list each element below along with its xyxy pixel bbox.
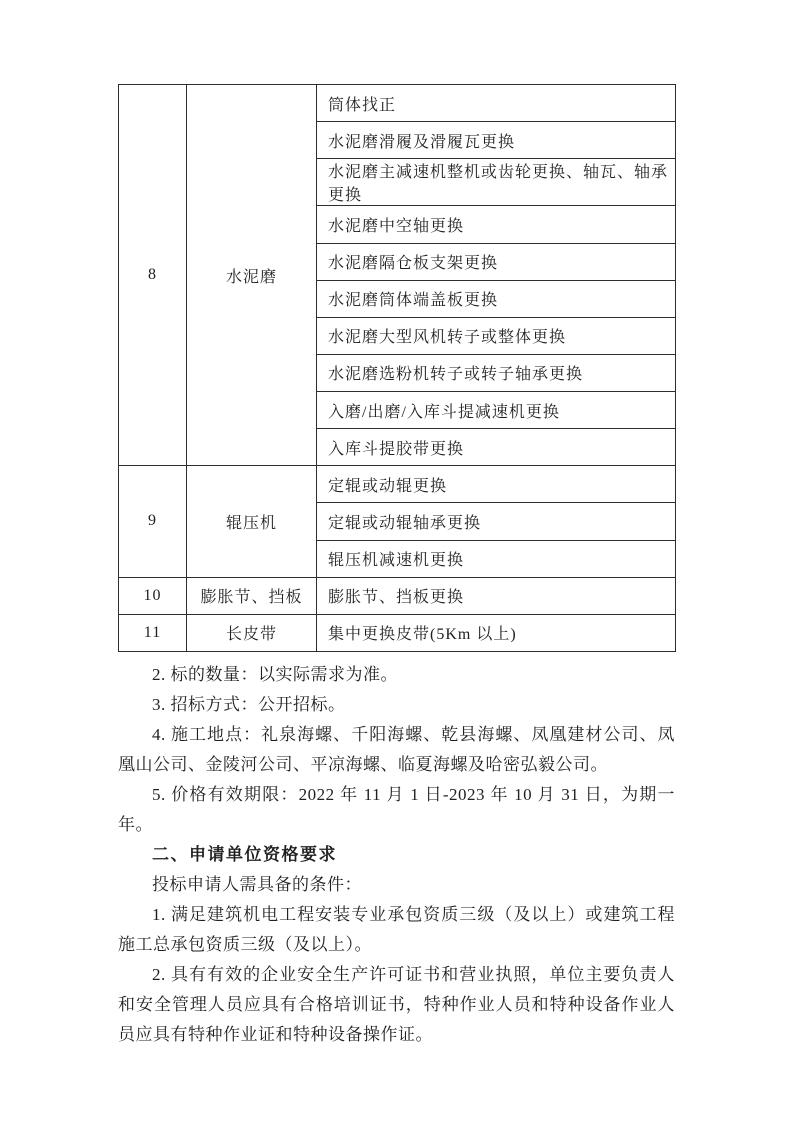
item-cell: 水泥磨筒体端盖板更换 [317, 280, 676, 317]
category-cell: 水泥磨 [187, 85, 317, 466]
item-cell: 辊压机减速机更换 [317, 540, 676, 577]
item-cell: 水泥磨选粉机转子或转子轴承更换 [317, 354, 676, 391]
category-cell: 长皮带 [187, 614, 317, 651]
table-row [119, 466, 676, 503]
item-cell: 水泥磨中空轴更换 [317, 206, 676, 243]
paragraph-construction-sites: 4. 施工地点：礼泉海螺、千阳海螺、乾县海螺、凤凰建材公司、凤凰山公司、金陵河公司、平凉海螺、临夏海螺及哈密弘毅公司。 [118, 725, 675, 774]
row-number-cell: 8 [119, 85, 187, 466]
item-cell: 入磨/出磨/入库斗提减速机更换 [317, 392, 676, 429]
section-heading-applicant-qualifications: 二、申请单位资格要求 [152, 845, 337, 864]
item-cell: 水泥磨大型风机转子或整体更换 [317, 317, 676, 354]
item-cell: 水泥磨隔仓板支架更换 [317, 243, 676, 280]
item-cell: 集中更换皮带(5Km 以上) [317, 614, 676, 651]
category-cell: 膨胀节、挡板 [187, 577, 317, 614]
row-number-cell: 9 [119, 466, 187, 577]
item-cell: 水泥磨滑履及滑履瓦更换 [317, 122, 676, 159]
paragraph-requirement-1: 1. 满足建筑机电工程安装专业承包资质三级（及以上）或建筑工程施工总承包资质三级（及以上）。 [118, 905, 675, 954]
table-row [119, 85, 676, 122]
category-cell: 辊压机 [187, 466, 317, 577]
item-cell: 入库斗提胶带更换 [317, 429, 676, 466]
body-paragraphs [118, 660, 675, 1050]
paragraph-bidding-method: 3. 招标方式：公开招标。 [152, 695, 346, 714]
row-number-cell: 10 [119, 577, 187, 614]
table-row [119, 577, 676, 614]
paragraph-price-validity: 5. 价格有效期限：2022 年 11 月 1 日-2023 年 10 月 31 日，为期一年。 [118, 785, 675, 834]
paragraph-requirement-2: 2. 具有有效的企业安全生产许可证书和营业执照，单位主要负责人和安全管理人员应具有合格培训证书，特种作业人员和特种设备作业人员应具有特种作业证和特种设备操作证。 [118, 965, 675, 1044]
paragraph-conditions-intro: 投标申请人需具备的条件： [152, 875, 362, 894]
item-cell: 定辊或动辊轴承更换 [317, 503, 676, 540]
item-cell: 水泥磨主减速机整机或齿轮更换、轴瓦、轴承更换 [317, 159, 676, 206]
item-cell: 筒体找正 [317, 85, 676, 122]
document-content [118, 84, 675, 1050]
table-row [119, 614, 676, 651]
row-number-cell: 11 [119, 614, 187, 651]
maintenance-items-table [118, 84, 676, 652]
item-cell: 定辊或动辊更换 [317, 466, 676, 503]
paragraph-quantity: 2. 标的数量：以实际需求为准。 [152, 665, 398, 684]
item-cell: 膨胀节、挡板更换 [317, 577, 676, 614]
